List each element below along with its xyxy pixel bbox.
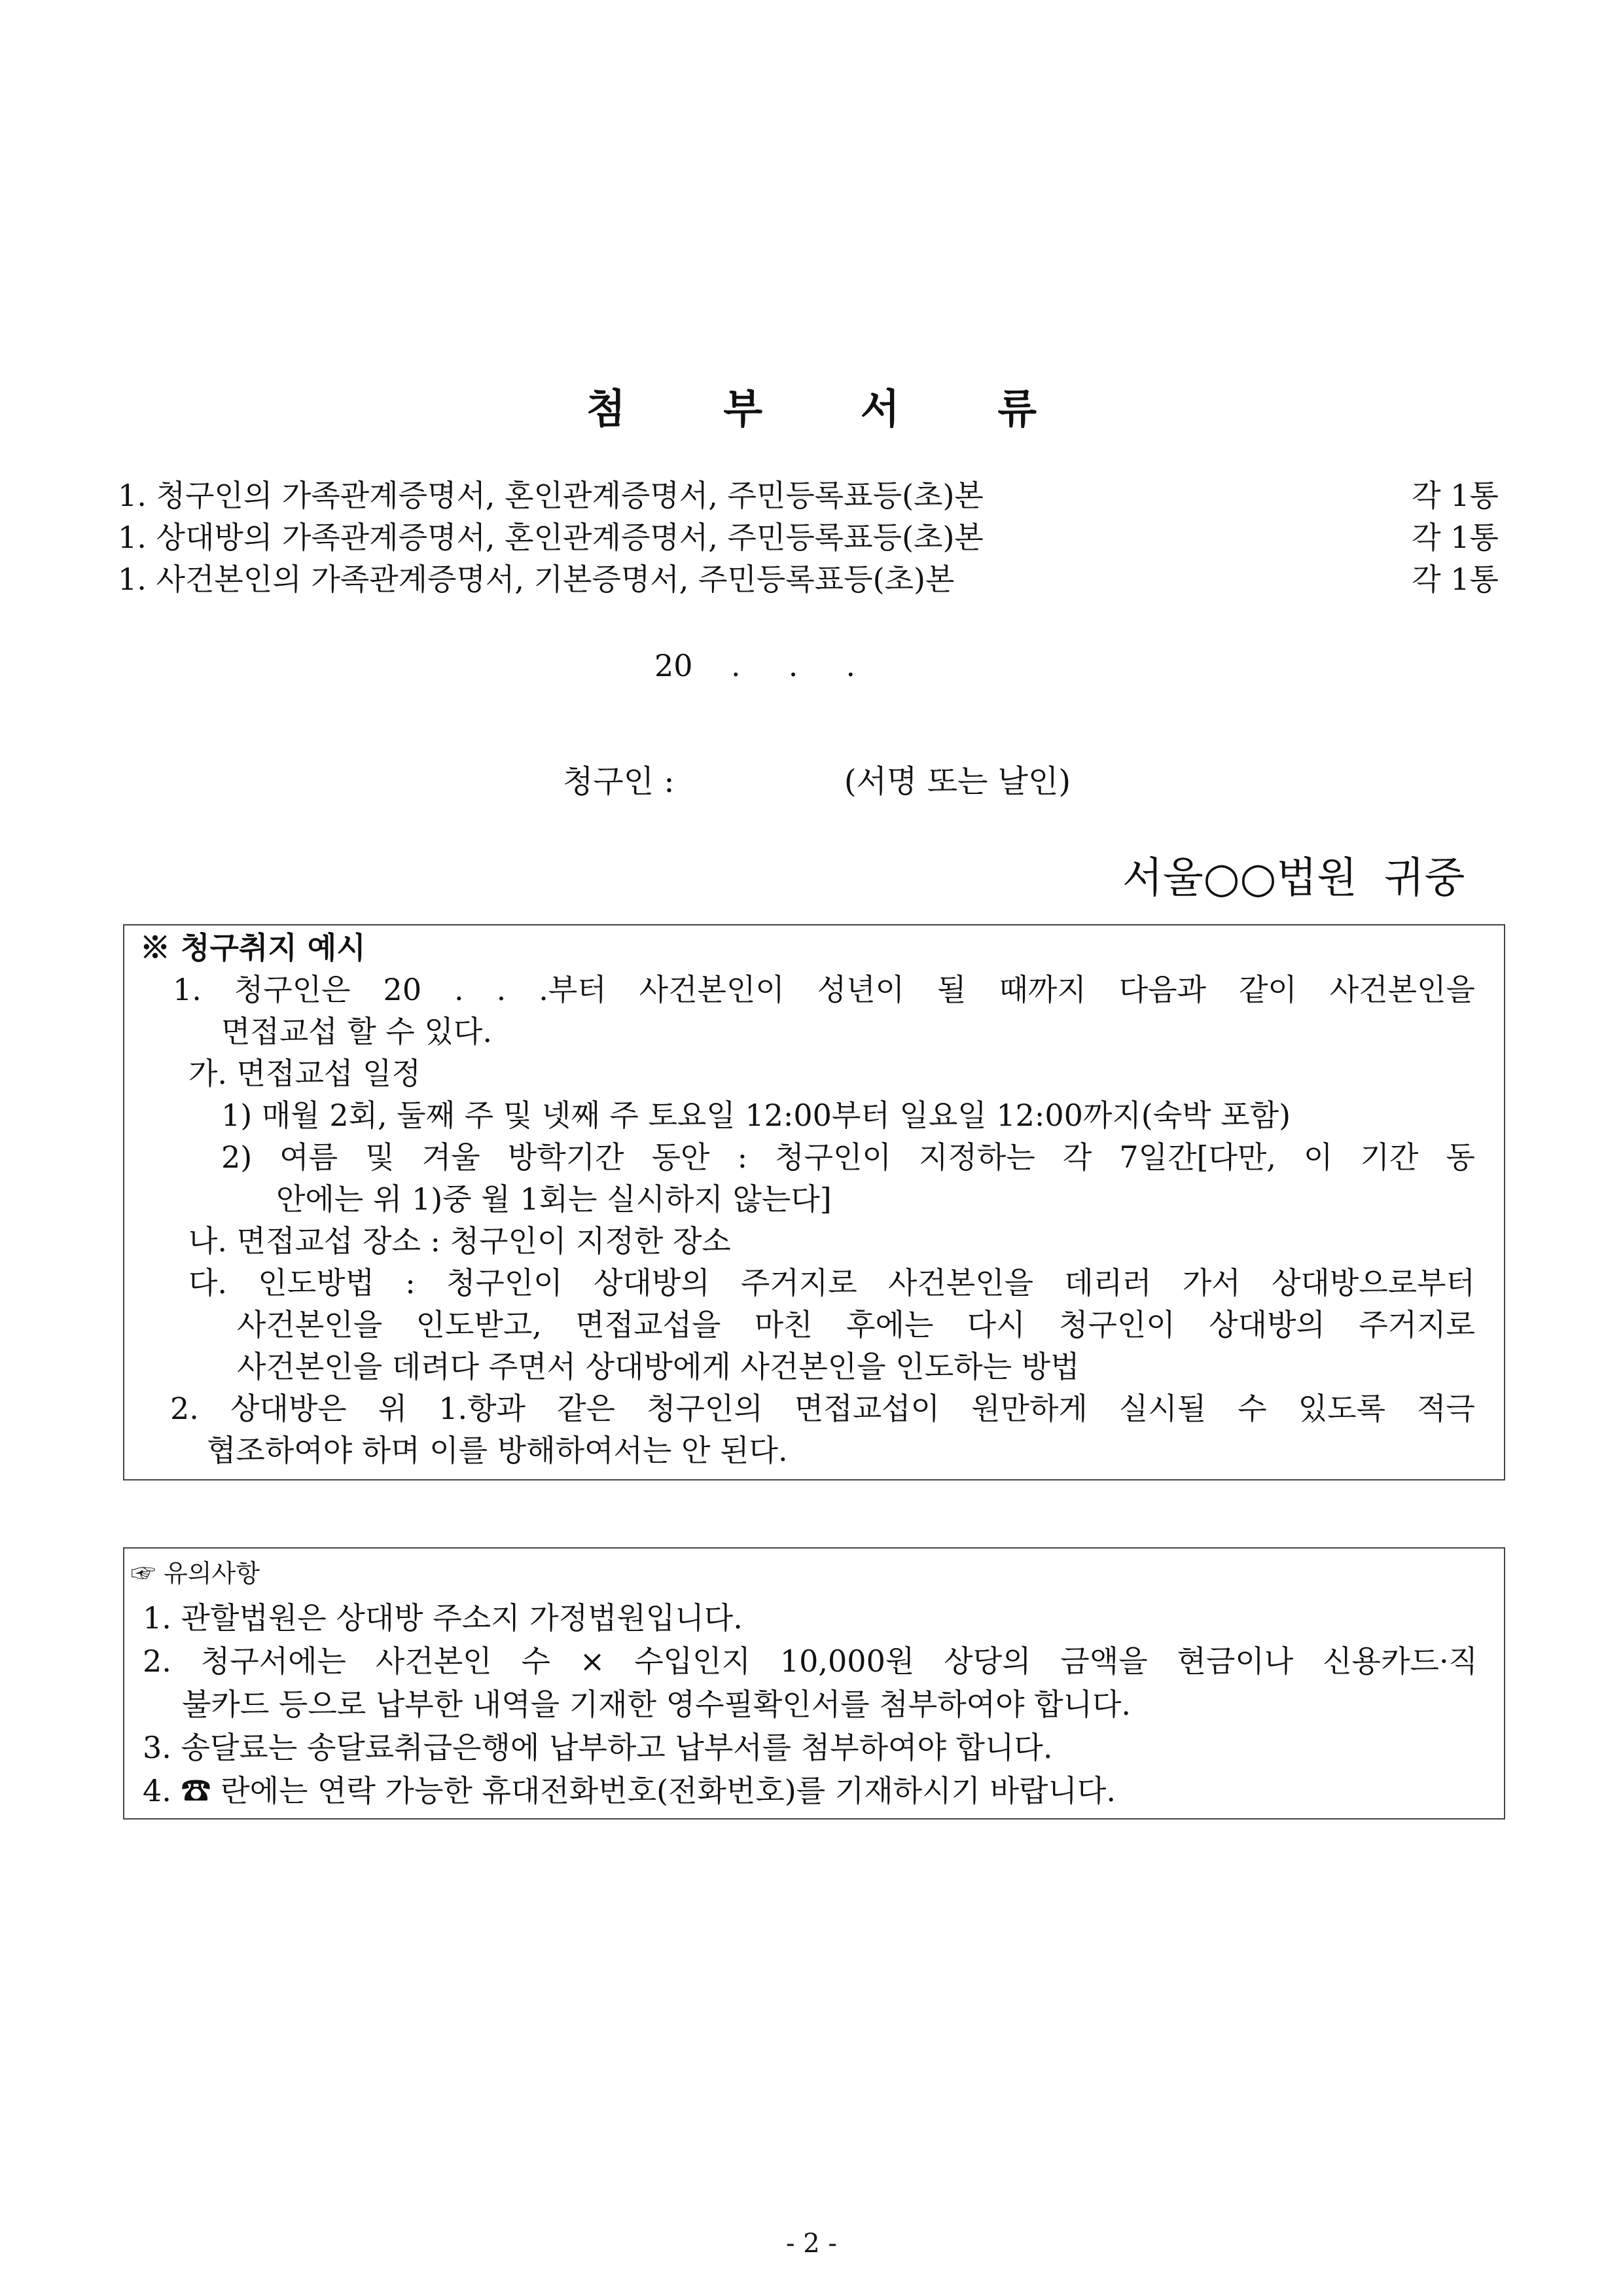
page-number: - 2 - [786,2229,837,2259]
document-title: 첨 부 서 류 [586,385,1079,433]
claim-example-line: 사건본인을 인도받고, 면접교섭을 마친 후에는 다시 청구인이 상대방의 주거지로 [237,1307,1475,1342]
date-line: 20 . . . [654,648,856,683]
claim-example-line: 면접교섭 할 수 있다. [221,1014,492,1049]
claim-example-line: 안에는 위 1)중 월 1회는 실시하지 않는다] [276,1181,832,1217]
claim-example-line: 가. 면접교섭 일정 [188,1056,421,1091]
claim-example-line: 사건본인을 데려다 주면서 상대방에게 사건본인을 인도하는 방법 [237,1349,1080,1384]
attachment-count: 각 1통 [1412,520,1499,555]
note-line: 3. 송달료는 송달료취급은행에 납부하고 납부서를 첨부하여야 합니다. [143,1730,1053,1765]
attachment-item [118,475,1499,516]
claim-example-line: 협조하여야 하며 이를 방해하여서는 안 된다. [207,1433,788,1468]
claim-example-line: 1. 청구인은 20 . . .부터 사건본인이 성년이 될 때까지 다음과 같이 사건본인을 [173,972,1475,1007]
attachment-text: 1. 사건본인의 가족관계증명서, 기본증명서, 주민등록표등(초)본 [118,562,955,597]
notes-box [123,1547,1505,1820]
attachment-item [118,558,1499,600]
attachment-text: 1. 상대방의 가족관계증명서, 혼인관계증명서, 주민등록표등(초)본 [118,520,984,555]
note-line: 2. 청구서에는 사건본인 수 × 수입인지 10,000원 상당의 금액을 현금이나 신용카드·직 [143,1643,1478,1679]
claim-example-line: 1) 매월 2회, 둘째 주 및 넷째 주 토요일 12:00부터 일요일 12:00까지(숙박 포함) [221,1098,1291,1133]
court-addressee: 서울○○법원 귀중 [1122,854,1465,903]
attachment-count: 각 1통 [1412,562,1499,597]
note-line: 4. ☎ 란에는 연락 가능한 휴대전화번호(전화번호)를 기재하시기 바랍니다. [143,1773,1116,1808]
attachment-text: 1. 청구인의 가족관계증명서, 혼인관계증명서, 주민등록표등(초)본 [118,478,984,513]
claimant-signature-line: 청구인 : (서명 또는 날인) [563,763,1071,800]
claim-example-box [123,924,1505,1480]
attachment-count: 각 1통 [1412,478,1499,513]
attachment-item [118,516,1499,558]
claim-example-line: 나. 면접교섭 장소 : 청구인이 지정한 장소 [188,1223,731,1259]
claim-example-line: 2) 여름 및 겨울 방학기간 동안 : 청구인이 지정하는 각 7일간[다만, 이 기간 동 [221,1139,1475,1175]
claim-example-line: 2. 상대방은 위 1.항과 같은 청구인의 면접교섭이 원만하게 실시될 수 있도록 적극 [170,1391,1475,1426]
notes-heading: ☞ 유의사항 [131,1559,260,1588]
note-line: 불카드 등으로 납부한 내역을 기재한 영수필확인서를 첨부하여야 합니다. [182,1687,1132,1722]
note-line: 1. 관할법원은 상대방 주소지 가정법원입니다. [143,1600,743,1636]
claim-example-heading: ※ 청구취지 예시 [140,930,366,965]
claim-example-line: 다. 인도방법 : 청구인이 상대방의 주거지로 사건본인을 데리러 가서 상대방으로부터 [188,1265,1475,1300]
